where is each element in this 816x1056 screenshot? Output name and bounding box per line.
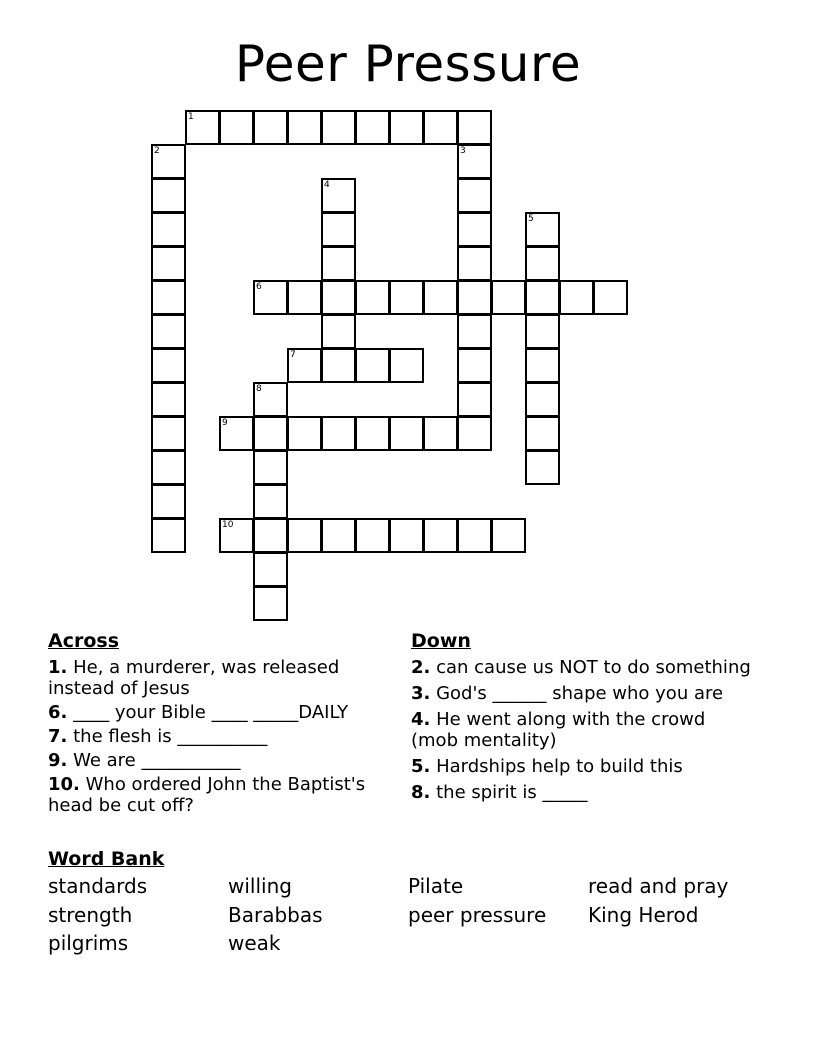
clue-number-label: 9 [222,418,228,428]
clue-number: 1. [48,657,68,678]
clue-number: 6. [48,702,68,723]
crossword-cell[interactable] [219,518,254,553]
clue-text: Hardships help to build this [430,756,683,777]
crossword-cell[interactable] [457,518,492,553]
crossword-cell[interactable] [151,416,186,451]
crossword-cell[interactable] [219,416,254,451]
clue-number-label: 4 [324,180,330,190]
clue-number-label: 6 [256,282,262,292]
clue-number: 9. [48,750,68,771]
clue-number-label: 10 [222,520,234,530]
down-clue [411,657,756,678]
across-clue [48,657,393,699]
word-bank-item: read and pray [588,874,729,898]
crossword-cell[interactable] [321,518,356,553]
clue-number-label: 1 [188,112,194,122]
clue-number: 10. [48,774,80,795]
crossword-cell[interactable] [321,280,356,315]
crossword-cell[interactable] [253,416,288,451]
clue-text: Who ordered John the Baptist's head be cut off? [48,774,366,816]
crossword-cell[interactable] [151,212,186,247]
word-bank-column [228,872,408,958]
crossword-cell[interactable] [151,348,186,383]
crossword-cell[interactable] [457,212,492,247]
crossword-cell[interactable] [151,382,186,417]
crossword-cell[interactable] [389,110,424,145]
clue-number-label: 7 [290,350,296,360]
crossword-cell[interactable] [355,110,390,145]
crossword-cell[interactable] [151,314,186,349]
crossword-cell[interactable] [321,212,356,247]
page-title: Peer Pressure [234,35,582,93]
crossword-cell[interactable] [525,416,560,451]
crossword-cell[interactable] [321,348,356,383]
crossword-cell[interactable] [151,518,186,553]
crossword-cell[interactable] [457,382,492,417]
down-clue [411,709,756,751]
word-bank-item: weak [228,931,281,955]
crossword-cell[interactable] [389,416,424,451]
crossword-cell[interactable] [525,450,560,485]
crossword-cell[interactable] [525,246,560,281]
crossword-cell[interactable] [253,280,288,315]
crossword-cell[interactable] [525,314,560,349]
crossword-cell[interactable] [253,552,288,587]
across-clue [48,702,393,723]
crossword-cell[interactable] [423,518,458,553]
clue-number: 4. [411,709,431,730]
crossword-cell[interactable] [525,348,560,383]
crossword-cell[interactable] [457,178,492,213]
down-clue [411,782,756,803]
clue-text: He, a murderer, was released instead of Jesus [48,657,340,699]
crossword-cell[interactable] [423,110,458,145]
clue-number-label: 8 [256,384,262,394]
clue-text: God's ______ shape who you are [430,683,724,704]
crossword-cell[interactable] [355,518,390,553]
crossword-cell[interactable] [423,416,458,451]
crossword-cell[interactable] [525,382,560,417]
across-clue [48,750,393,771]
clue-number: 2. [411,657,431,678]
crossword-cell[interactable] [253,586,288,621]
word-bank-heading: Word Bank [48,848,165,870]
word-bank-item: Pilate [408,874,464,898]
word-bank-item: pilgrims [48,931,129,955]
crossword-cell[interactable] [253,484,288,519]
word-bank-item: Barabbas [228,902,323,927]
crossword-cell[interactable] [151,246,186,281]
crossword-cell[interactable] [253,450,288,485]
down-clue [411,756,756,777]
crossword-cell[interactable] [389,518,424,553]
crossword-cell[interactable] [321,246,356,281]
down-clues [411,657,756,806]
clue-number: 3. [411,683,431,704]
crossword-cell[interactable] [219,110,254,145]
clue-text: ____ your Bible ____ _____DAILY [67,702,349,723]
crossword-cell[interactable] [389,280,424,315]
clue-number-label: 3 [460,146,466,156]
crossword-cell[interactable] [151,450,186,485]
across-clue [48,774,393,816]
clue-number-label: 2 [154,146,160,156]
across-clue [48,726,393,747]
crossword-cell[interactable] [491,518,526,553]
crossword-cell[interactable] [321,110,356,145]
crossword-cell[interactable] [151,484,186,519]
crossword-cell[interactable] [559,280,594,315]
crossword-cell[interactable] [355,348,390,383]
crossword-cell[interactable] [321,178,356,213]
word-bank-column [588,872,768,929]
crossword-cell[interactable] [253,382,288,417]
word-bank-item: King Herod [588,902,699,927]
word-bank-item: peer pressure [408,902,547,927]
crossword-cell[interactable] [287,110,322,145]
crossword-cell[interactable] [355,280,390,315]
crossword-cell[interactable] [593,280,628,315]
crossword-cell[interactable] [287,416,322,451]
crossword-cell[interactable] [389,348,424,383]
crossword-cell[interactable] [423,280,458,315]
down-clue [411,683,756,704]
word-bank-item: willing [228,874,292,898]
clue-text: can cause us NOT to do something [430,657,751,678]
across-clues [48,657,393,819]
crossword-cell[interactable] [355,416,390,451]
crossword-cell[interactable] [151,144,186,179]
clue-text: the flesh is __________ [67,726,268,747]
crossword-cell[interactable] [253,110,288,145]
crossword-cell[interactable] [321,314,356,349]
word-bank-item: strength [48,902,133,927]
crossword-cell[interactable] [457,246,492,281]
crossword-cell[interactable] [321,416,356,451]
clue-number: 7. [48,726,68,747]
crossword-cell[interactable] [253,518,288,553]
crossword-cell[interactable] [525,280,560,315]
crossword-cell[interactable] [287,280,322,315]
clue-text: We are ___________ [67,750,241,771]
clue-number: 8. [411,782,431,803]
word-bank-item: standards [48,874,148,898]
word-bank-column [48,872,228,958]
across-heading: Across [48,630,120,652]
crossword-cell[interactable] [287,518,322,553]
crossword-cell[interactable] [457,314,492,349]
crossword-cell[interactable] [151,280,186,315]
crossword-cell[interactable] [525,212,560,247]
clue-text: He went along with the crowd (mob mentality) [411,709,706,751]
clue-number-label: 5 [528,214,534,224]
crossword-cell[interactable] [457,348,492,383]
down-heading: Down [411,630,471,652]
crossword-cell[interactable] [151,178,186,213]
crossword-cell[interactable] [491,280,526,315]
word-bank-column [408,872,588,929]
clue-text: the spirit is _____ [430,782,588,803]
crossword-cell[interactable] [457,144,492,179]
crossword-cell[interactable] [457,280,492,315]
crossword-cell[interactable] [457,110,492,145]
crossword-cell[interactable] [287,348,322,383]
crossword-cell[interactable] [457,416,492,451]
crossword-cell[interactable] [185,110,220,145]
clue-number: 5. [411,756,431,777]
